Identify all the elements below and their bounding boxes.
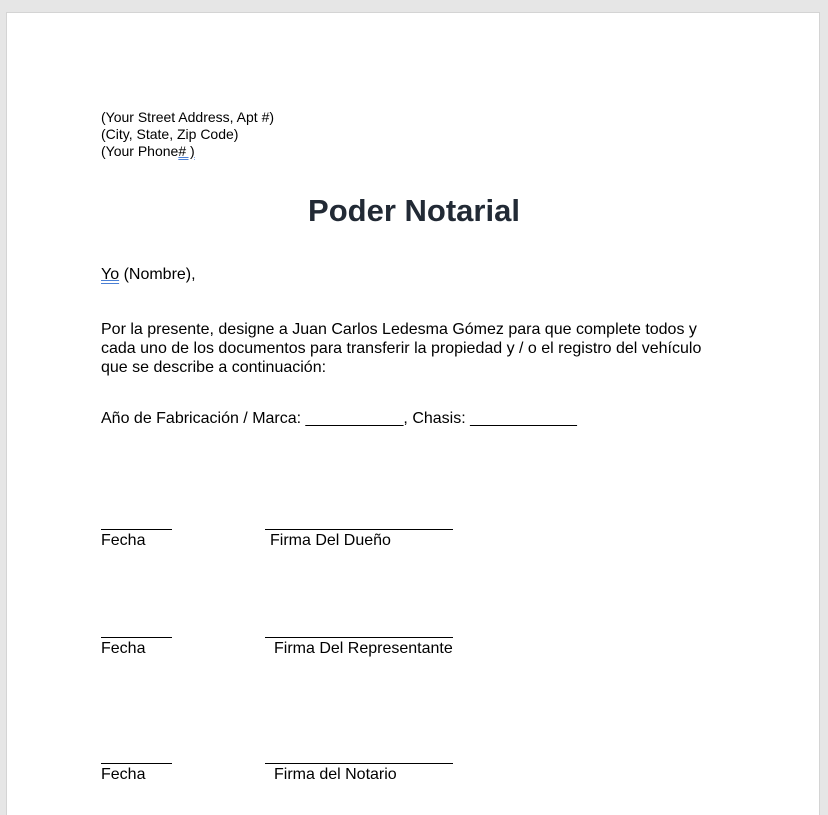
phone-spellcheck-mark: # ) (178, 143, 195, 159)
signature-row-representative (101, 637, 501, 661)
document-title[interactable]: Poder Notarial (308, 193, 520, 228)
city-state-zip[interactable]: (City, State, Zip Code) (101, 126, 239, 142)
vehicle-info-line[interactable]: Año de Fabricación / Marca: ___________, Chasis: ____________ (101, 410, 577, 427)
signature-line (265, 529, 453, 530)
body-paragraph[interactable]: Por la presente, designe a Juan Carlos Ledesma Gómez para que complete todos y cada uno de los documentos para transferir la propiedad y / o el registro del vehículo que se describe a continuación: (101, 321, 702, 376)
phone-label: (Your Phone (101, 143, 179, 159)
phone-line[interactable] (101, 143, 274, 160)
signature-line (265, 637, 453, 638)
notary-signature-label[interactable]: Firma del Notario (274, 766, 397, 783)
date-line (101, 637, 172, 638)
greeting-line[interactable] (101, 266, 196, 284)
date-label[interactable]: Fecha (101, 640, 146, 657)
date-line (101, 529, 172, 530)
greeting-yo: Yo (101, 266, 120, 283)
street-address[interactable]: (Your Street Address, Apt #) (101, 109, 275, 125)
signature-row-notary (101, 763, 501, 787)
document-page[interactable] (6, 12, 820, 815)
sender-address-block (101, 109, 274, 160)
representative-signature-label[interactable]: Firma Del Representante (274, 640, 453, 657)
date-label[interactable]: Fecha (101, 532, 146, 549)
signature-line (265, 763, 453, 764)
greeting-name: (Nombre), (123, 266, 196, 283)
signature-row-owner (101, 529, 501, 553)
owner-signature-label[interactable]: Firma Del Dueño (270, 532, 391, 549)
date-label[interactable]: Fecha (101, 766, 146, 783)
date-line (101, 763, 172, 764)
